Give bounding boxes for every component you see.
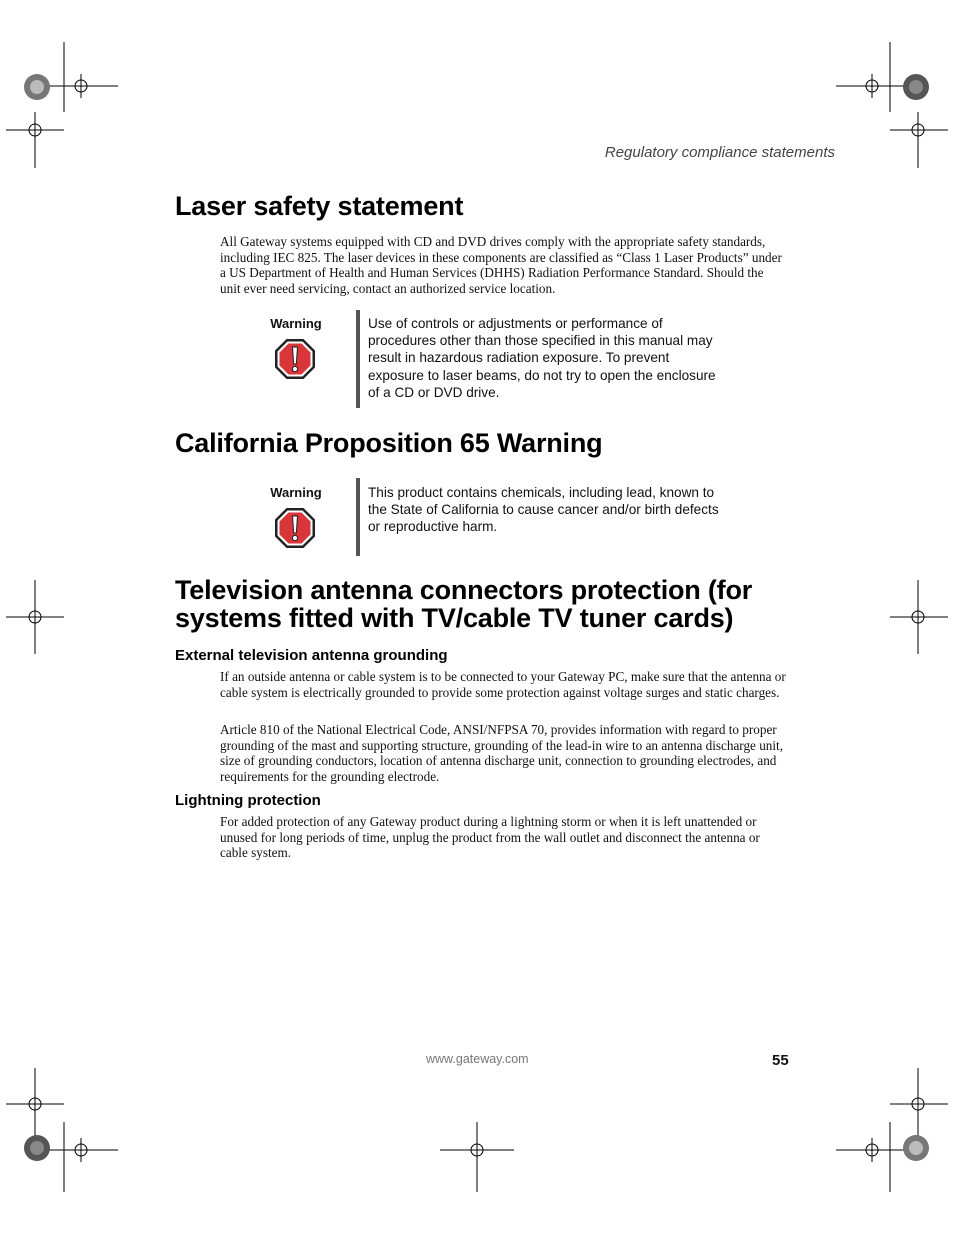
footer-url: www.gateway.com <box>426 1052 529 1066</box>
lightning-heading: Lightning protection <box>175 792 321 809</box>
grounding-paragraph-2: Article 810 of the National Electrical Code, ANSI/NFPSA 70, provides information with regard to proper grounding of the mast and supporting structure, grounding of the lead-in wire to an antenna discharge unit, size of grounding conductors, location of antenna discharge unit, connection to grounding electrodes, and requirements for the grounding electrode. <box>220 722 784 784</box>
grounding-paragraph-1: If an outside antenna or cable system is to be connected to your Gateway PC, make sure that the antenna or cable system is electrically grounded to provide some protection against voltage surges and static charges. <box>220 669 786 700</box>
page-number: 55 <box>772 1052 789 1069</box>
lightning-paragraph: For added protection of any Gateway product during a lightning storm or when it is left unattended or unused for long periods of time, unplug the product from the wall outlet and disconnect the antenna or cable system. <box>220 814 760 861</box>
grounding-heading: External television antenna grounding <box>175 647 448 664</box>
laser-body-text: All Gateway systems equipped with CD and DVD drives comply with the appropriate safety standards, including IEC 825. The laser devices in these components are classified as “Class 1 Laser Products” under a US Department of Health and Human Services (DHHS) Radiation Performance Standard. Should the unit ever need servicing, contact an authorized service location. <box>220 234 782 296</box>
prop65-section-title: California Proposition 65 Warning <box>175 428 603 458</box>
prop65-warning-label: Warning <box>270 485 322 500</box>
prop65-warning-text: This product contains chemicals, including lead, known to the State of California to cause cancer and/or birth defects or reproductive harm. <box>368 485 719 535</box>
tv-section-title: Television antenna connectors protection (for systems fitted with TV/cable TV tuner cards) <box>175 575 753 633</box>
laser-warning-label: Warning <box>270 316 322 331</box>
laser-section-title: Laser safety statement <box>175 191 464 221</box>
running-head: Regulatory compliance statements <box>604 144 835 161</box>
laser-warning-text: Use of controls or adjustments or performance of procedures other than those specified in this manual may result in hazardous radiation exposure. To prevent exposure to laser beams, do not try to open the enclosure of a CD or DVD drive. <box>368 316 716 400</box>
